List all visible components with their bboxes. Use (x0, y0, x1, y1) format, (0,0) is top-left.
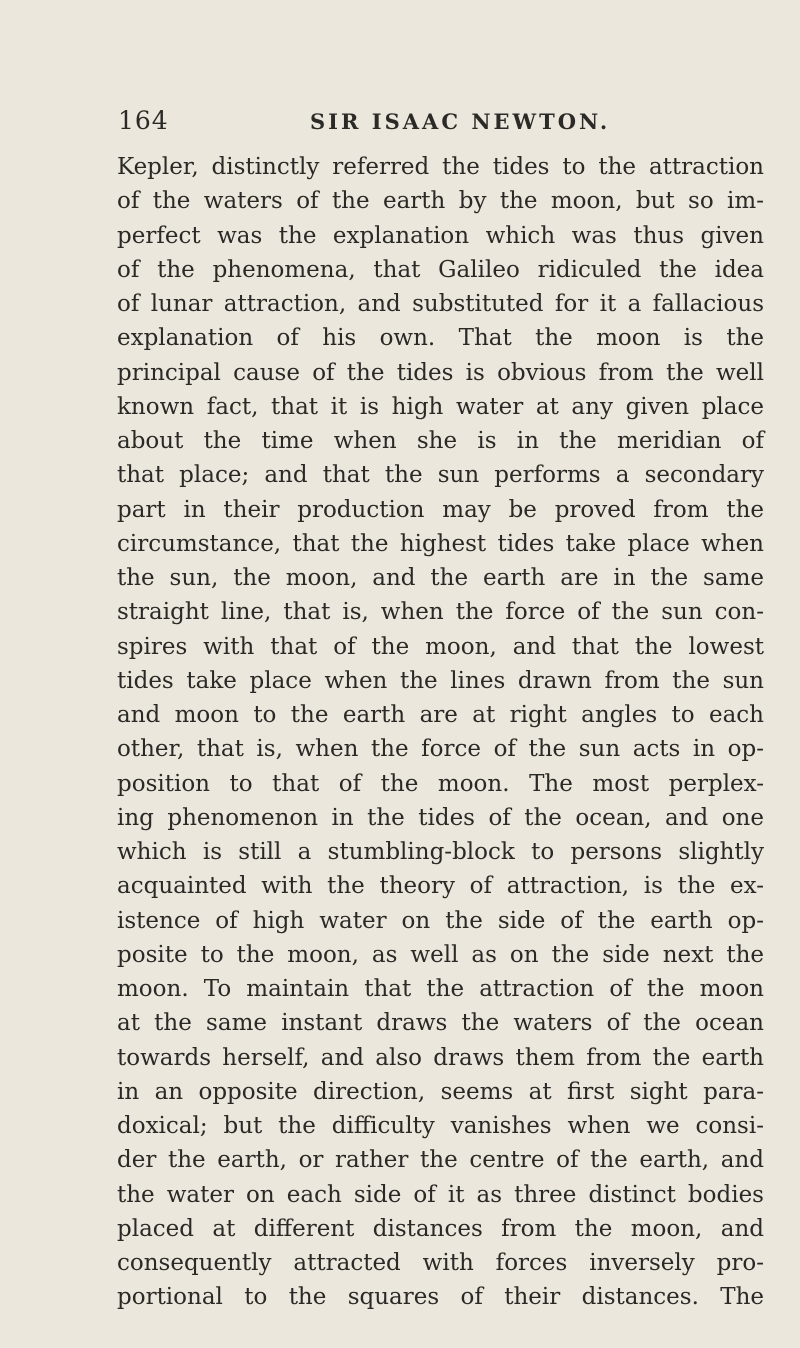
running-title: SIR ISAAC NEWTON. (310, 109, 611, 134)
text-line: posite to the moon, as well as on the side next the (117, 941, 764, 968)
text-line: in an opposite direction, seems at first sight para- (117, 1078, 764, 1105)
page-number: 164 (118, 106, 169, 135)
text-line: part in their production may be proved from the (117, 496, 764, 523)
text-line: perfect was the explanation which was thus given (117, 222, 764, 249)
text-line: portional to the squares of their distances. The (117, 1284, 764, 1311)
text-line: known fact, that it is high water at any given place (117, 393, 764, 420)
body-paragraph (117, 150, 764, 1315)
text-line: at the same instant draws the waters of the ocean (117, 1010, 764, 1037)
running-head (118, 106, 678, 146)
text-line: ing phenomenon in the tides of the ocean, and one (117, 804, 764, 831)
text-line: consequently attracted with forces inversely pro- (117, 1250, 764, 1276)
text-line: and moon to the earth are at right angles to each (117, 702, 764, 728)
text-line: der the earth, or rather the centre of the earth, and (117, 1147, 764, 1174)
text-line: towards herself, and also draws them from the earth (117, 1044, 764, 1071)
text-line: which is still a stumbling-block to persons slightly (117, 839, 764, 865)
text-line: moon. To maintain that the attraction of the moon (117, 976, 764, 1002)
text-line: about the time when she is in the meridian of (117, 428, 764, 454)
text-line: of lunar attraction, and substituted for it a fallacious (117, 291, 764, 317)
text-line: the sun, the moon, and the earth are in the same (117, 565, 764, 591)
text-line: position to that of the moon. The most perplex- (117, 770, 764, 797)
text-line: of the phenomena, that Galileo ridiculed the idea (117, 256, 764, 283)
text-line: the water on each side of it as three distinct bodies (117, 1181, 764, 1208)
text-line: Kepler, distinctly referred the tides to the attraction (117, 154, 764, 180)
text-line: straight line, that is, when the force of the sun con- (117, 599, 764, 626)
text-line: acquainted with the theory of attraction, is the ex- (117, 873, 764, 900)
text-line: circumstance, that the highest tides take place when (117, 530, 764, 557)
text-line: istence of high water on the side of the earth op- (117, 907, 764, 934)
text-line: of the waters of the earth by the moon, but so im- (117, 188, 764, 215)
text-line: tides take place when the lines drawn from the sun (117, 667, 764, 694)
text-line: doxical; but the difficulty vanishes when we consi- (117, 1113, 764, 1139)
text-line: principal cause of the tides is obvious from the well (117, 359, 764, 386)
text-line: other, that is, when the force of the sun acts in op- (117, 736, 764, 763)
text-line: explanation of his own. That the moon is the (117, 325, 764, 352)
text-line: placed at different distances from the moon, and (117, 1215, 764, 1242)
text-line: spires with that of the moon, and that the lowest (117, 633, 764, 660)
text-line: that place; and that the sun performs a secondary (117, 462, 764, 489)
